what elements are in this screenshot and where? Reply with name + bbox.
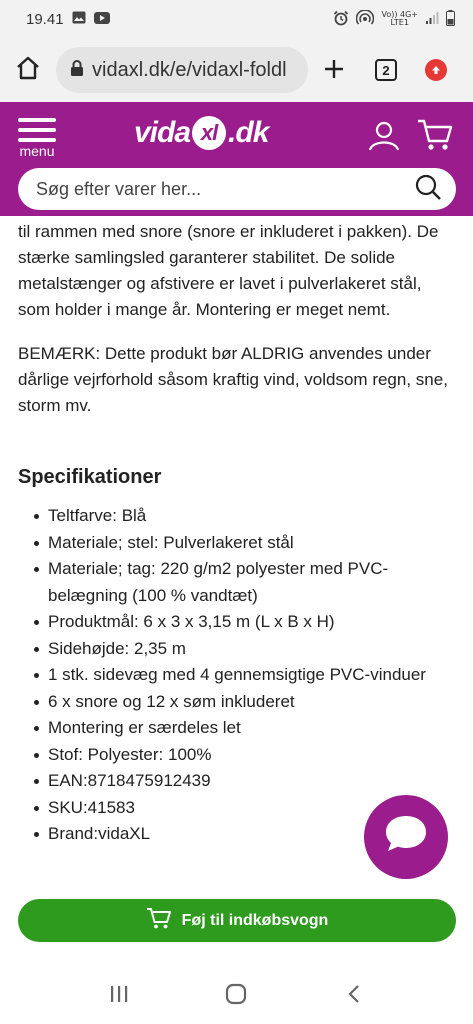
network-indicator: Vo)) 4G+ LTE1 bbox=[381, 10, 418, 27]
tab-switcher-button[interactable] bbox=[360, 38, 412, 102]
chat-bubble-icon bbox=[383, 813, 429, 862]
status-time: 19.41 bbox=[26, 10, 64, 28]
product-description bbox=[18, 216, 458, 886]
spec-item: EAN:8718475912439 bbox=[48, 768, 458, 795]
home-icon bbox=[15, 55, 41, 86]
recent-apps-button[interactable] bbox=[99, 976, 139, 1016]
description-paragraph: til rammen med snore (snore er inkluderet i pakken). De stærke samlingsled garanterer stabilitet. De solide metalstænger og afstivere er lavet i pulverlakeret stål, som holder i mange år. Montering er meget nemt. bbox=[18, 222, 439, 319]
address-bar[interactable] bbox=[56, 47, 308, 93]
chat-button[interactable] bbox=[364, 795, 448, 879]
update-icon bbox=[425, 59, 447, 81]
url-text: vidaxl.dk/e/vidaxl-foldl bbox=[92, 58, 287, 81]
search-icon[interactable] bbox=[414, 173, 442, 206]
account-button[interactable] bbox=[366, 118, 404, 156]
cart-button[interactable] bbox=[416, 116, 456, 156]
browser-toolbar bbox=[0, 38, 473, 102]
gallery-icon bbox=[72, 11, 86, 28]
battery-icon bbox=[446, 10, 455, 29]
spec-item: Materiale; tag: 220 g/m2 polyester med PVC-belægning (100 % vandtæt) bbox=[48, 556, 458, 609]
plus-icon bbox=[322, 51, 346, 89]
home-circle-icon bbox=[225, 983, 247, 1010]
browser-update-button[interactable] bbox=[412, 38, 460, 102]
spec-list bbox=[18, 503, 458, 848]
spec-item: Produktmål: 6 x 3 x 3,15 m (L x B x H) bbox=[48, 609, 458, 636]
spec-item: 1 stk. sidevæg med 4 gennemsigtige PVC-vinduer bbox=[48, 662, 458, 689]
warning-paragraph: BEMÆRK: Dette produkt bør ALDRIG anvendes under dårlige vejrforhold såsom kraftig vind, voldsom regn, sne, storm mv. bbox=[18, 344, 448, 415]
menu-label: menu bbox=[19, 143, 55, 159]
alarm-icon bbox=[333, 10, 349, 29]
recents-icon bbox=[109, 985, 129, 1008]
search-placeholder: Søg efter varer her... bbox=[36, 178, 202, 199]
vidaxl-logo[interactable]: vida xl .dk bbox=[134, 116, 269, 149]
spec-item: Montering er særdeles let bbox=[48, 715, 458, 742]
tab-count: 2 bbox=[375, 59, 397, 81]
spec-item: Sidehøjde: 2,35 m bbox=[48, 636, 458, 663]
spec-item: Brand:vidaXL bbox=[48, 821, 458, 848]
next-section-heading-cut bbox=[18, 884, 258, 898]
spec-item: Materiale; stel: Pulverlakeret stål bbox=[48, 530, 458, 557]
spec-heading: Specifikationer bbox=[18, 466, 162, 488]
spec-item: SKU:41583 bbox=[48, 795, 458, 822]
spec-item: Teltfarve: Blå bbox=[48, 503, 458, 530]
status-bar bbox=[0, 0, 473, 38]
home-button[interactable] bbox=[0, 38, 56, 102]
back-nav-button[interactable] bbox=[334, 976, 374, 1016]
new-tab-button[interactable] bbox=[308, 38, 360, 102]
youtube-icon bbox=[94, 11, 110, 28]
search-input[interactable] bbox=[18, 168, 456, 210]
add-to-cart-button[interactable] bbox=[18, 899, 456, 942]
signal-icon bbox=[425, 11, 439, 28]
hamburger-icon bbox=[18, 118, 56, 122]
menu-button[interactable] bbox=[16, 118, 58, 162]
add-to-cart-label: Føj til indkøbsvogn bbox=[181, 911, 329, 929]
site-header bbox=[0, 102, 473, 216]
spec-item: Stof: Polyester: 100% bbox=[48, 742, 458, 769]
lock-icon bbox=[70, 59, 84, 82]
hotspot-icon bbox=[356, 10, 374, 29]
back-chevron-icon bbox=[347, 984, 361, 1009]
system-nav-bar bbox=[0, 968, 473, 1024]
spec-item: 6 x snore og 12 x søm inkluderet bbox=[48, 689, 458, 716]
cart-icon bbox=[416, 141, 454, 158]
user-icon bbox=[366, 141, 402, 158]
cart-icon bbox=[146, 906, 182, 935]
home-nav-button[interactable] bbox=[216, 976, 256, 1016]
